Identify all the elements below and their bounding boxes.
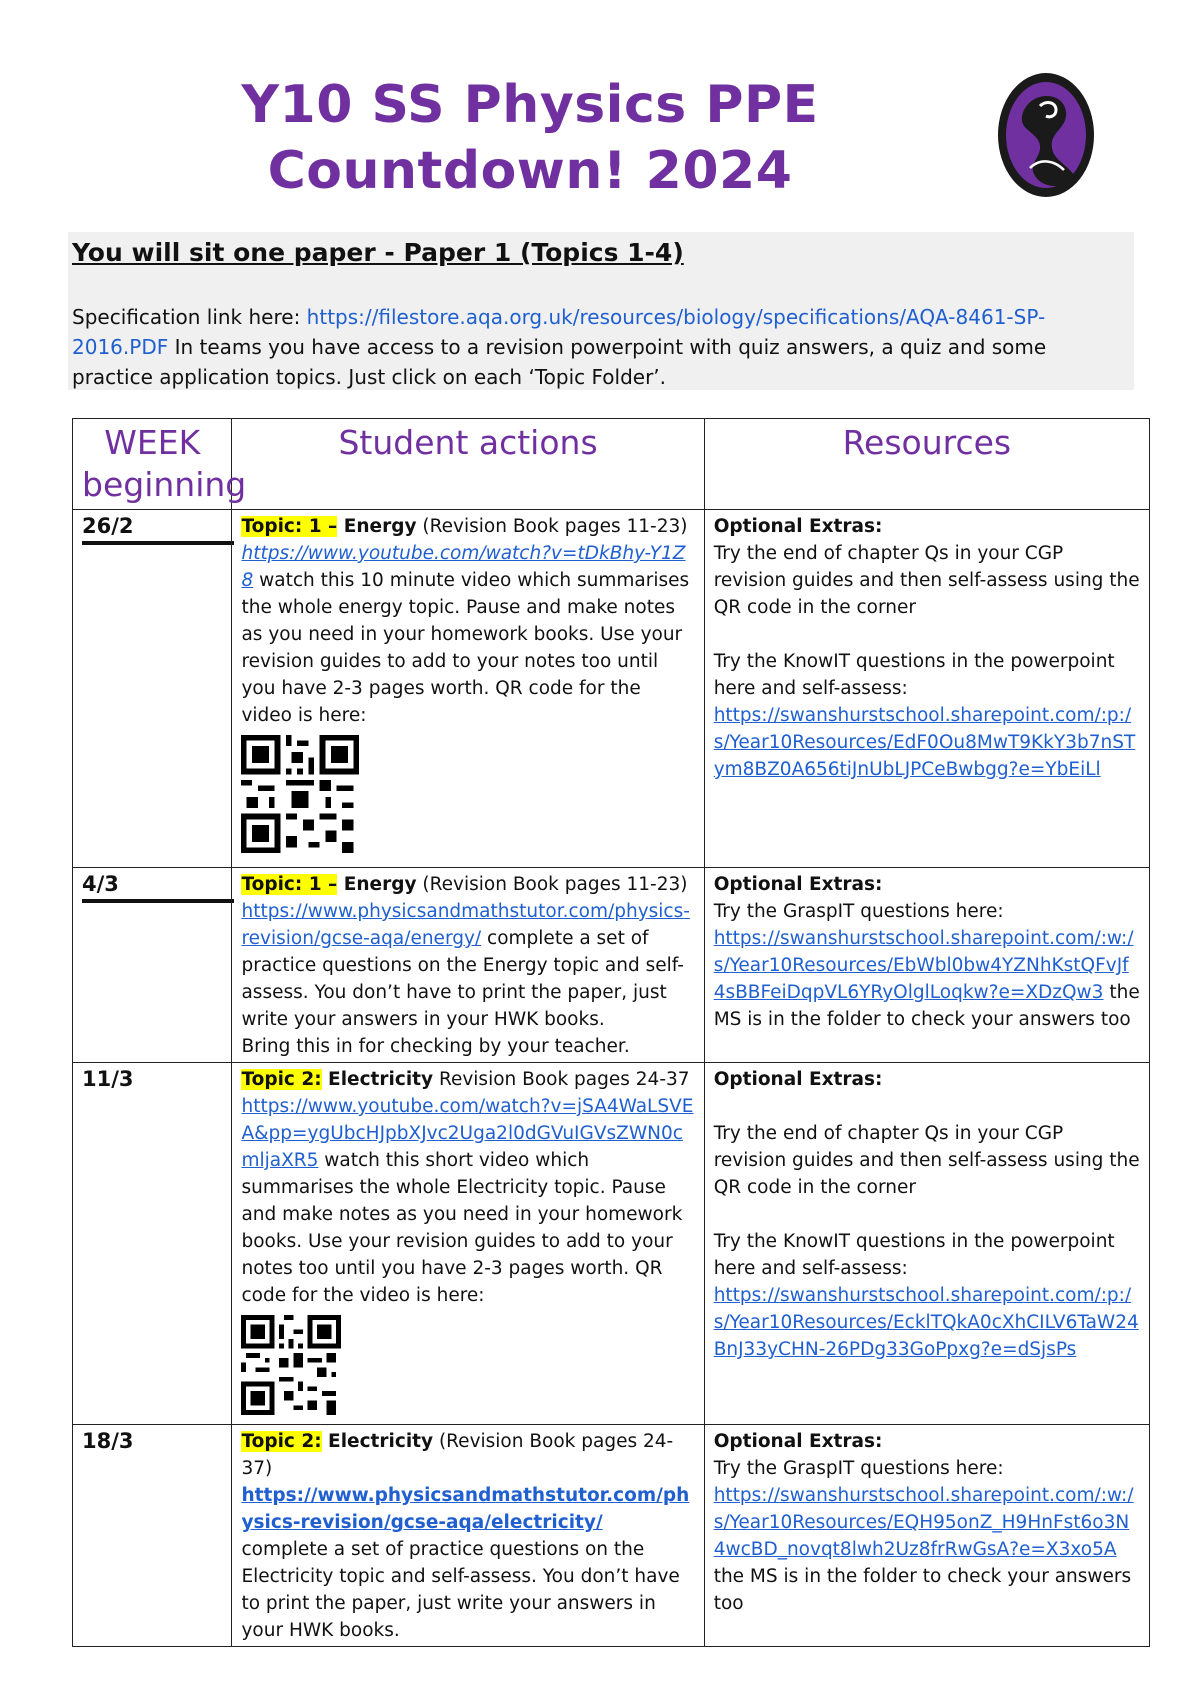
action-text: Bring this in for checking by your teacher. xyxy=(241,1036,630,1057)
actions-cell xyxy=(232,1425,704,1647)
table-row xyxy=(73,868,1150,1063)
title-line-2: Countdown! 2024 xyxy=(267,141,793,201)
title-line-1: Y10 SS Physics PPE xyxy=(241,75,819,135)
week-cell xyxy=(73,1425,232,1647)
week-date: 18/3 xyxy=(82,1429,134,1453)
topic-label: Topic 2: xyxy=(241,1069,322,1090)
resources-text: Try the KnowIT questions in the powerpoint here and self-assess: xyxy=(713,651,1115,699)
resources-cell xyxy=(704,1425,1149,1647)
topic-pages: (Revision Book pages 24-37) xyxy=(241,1431,674,1479)
header-resources: Resources xyxy=(704,419,1149,510)
topic-label: Topic: 1 – xyxy=(241,516,338,537)
topic-name: Electricity xyxy=(321,1431,434,1452)
table-row xyxy=(73,510,1150,868)
resources-heading: Optional Extras: xyxy=(713,1431,883,1452)
week-cell xyxy=(73,510,232,868)
week-date: 26/2 xyxy=(82,514,134,538)
spec-link[interactable]: https://filestore.aqa.org.uk/resources/biology/specifications/AQA-8461-SP-2016.PDF xyxy=(72,305,1046,359)
resources-link[interactable]: https://swanshurstschool.sharepoint.com/:w:/s/Year10Resources/EbWbl0bw4YZNhKstQFvJf4sBBFeiDqpVL6YRyOlglLoqkw?e=XDzQw3 xyxy=(713,928,1134,1003)
topic-pages: (Revision Book pages 11-23) xyxy=(416,516,688,537)
resources-heading: Optional Extras: xyxy=(713,1069,883,1090)
video-link[interactable]: https://www.youtube.com/watch?v=jSA4WaLSVEA&pp=ygUbcHJpbXJvc2Uga2l0dGVuIGVsZWN0cmljaXR5 xyxy=(241,1096,694,1171)
topic-label: Topic: 1 – xyxy=(241,874,338,895)
week-date: 4/3 xyxy=(82,872,119,896)
qr-code-icon xyxy=(241,735,359,853)
action-text: complete a set of practice questions on the Energy topic and self-assess. You don’t have to print the paper, just write your answers in your HWK books. xyxy=(241,928,684,1030)
topic-name: Energy xyxy=(337,874,417,895)
table-row xyxy=(73,1425,1150,1647)
topic-name: Electricity xyxy=(321,1069,434,1090)
resources-heading: Optional Extras: xyxy=(713,516,883,537)
resources-text: Try the GraspIT questions here: xyxy=(713,1458,1004,1479)
resources-link[interactable]: https://swanshurstschool.sharepoint.com/:p:/s/Year10Resources/EdF0Ou8MwT9KkY3b7nSTym8BZ0A656tiJnUbLJPCeBwbgg?e=YbEiLl xyxy=(713,705,1136,780)
week-cell xyxy=(73,868,232,1063)
actions-cell xyxy=(232,510,704,868)
school-logo xyxy=(994,70,1098,200)
table-header-row xyxy=(73,419,1150,510)
action-text: watch this 10 minute video which summarises the whole energy topic. Pause and make notes as you need in your homework books. Use your revision guides to add to your notes too until you have 2-3 pages worth. QR code for the video is here: xyxy=(241,570,690,726)
topic-name: Energy xyxy=(337,516,417,537)
intro-heading: You will sit one paper - Paper 1 (Topics 1-4) xyxy=(72,238,684,267)
topic-pages: Revision Book pages 24-37 xyxy=(433,1069,690,1090)
past-papers-link[interactable]: https://www.physicsandmathstutor.com/physics-revision/gcse-aqa/electricity/ xyxy=(241,1485,690,1533)
resources-link[interactable]: https://swanshurstschool.sharepoint.com/:p:/s/Year10Resources/EcklTQkA0cXhCILV6TaW24BnJ33yCHN-26PDg33GoPpxg?e=dSjsPs xyxy=(713,1285,1139,1360)
action-text: watch this short video which summarises the whole Electricity topic. Pause and make notes as you need in your homework books. Use your revision guides to add to your notes too until you have 2-3 pages worth. QR code for the video is here: xyxy=(241,1150,683,1306)
resources-cell xyxy=(704,868,1149,1063)
header-week: WEEK beginning xyxy=(73,419,232,510)
week-date: 11/3 xyxy=(82,1067,134,1091)
spec-prefix: Specification link here: xyxy=(72,305,307,329)
topic-label: Topic 2: xyxy=(241,1431,322,1452)
revision-plan-table xyxy=(72,418,1150,1647)
action-text: complete a set of practice questions on the Electricity topic and self-assess. You don’t have to print the paper, just write your answers in your HWK books. xyxy=(241,1539,680,1641)
actions-cell xyxy=(232,1063,704,1425)
resources-cell xyxy=(704,1063,1149,1425)
actions-cell xyxy=(232,868,704,1063)
page-title xyxy=(150,72,910,204)
spec-suffix: In teams you have access to a revision powerpoint with quiz answers, a quiz and some practice application topics. Just click on each ‘Topic Folder’. xyxy=(72,335,1047,389)
resources-suffix: the MS is in the folder to check your answers too xyxy=(713,982,1140,1030)
resources-text: Try the end of chapter Qs in your CGP revision guides and then self-assess using the QR code in the corner xyxy=(713,1123,1140,1198)
resources-heading: Optional Extras: xyxy=(713,874,883,895)
intro-panel xyxy=(68,232,1134,390)
resources-suffix: the MS is in the folder to check your answers too xyxy=(713,1566,1132,1614)
qr-code-icon xyxy=(241,1315,341,1415)
intro-body xyxy=(72,302,1122,392)
past-papers-link[interactable]: https://www.physicsandmathstutor.com/physics-revision/gcse-aqa/energy/ xyxy=(241,901,690,949)
resources-text: Try the GraspIT questions here: xyxy=(713,901,1004,922)
header-actions: Student actions xyxy=(232,419,704,510)
week-cell xyxy=(73,1063,232,1425)
resources-cell xyxy=(704,510,1149,868)
table-row xyxy=(73,1063,1150,1425)
resources-text: Try the end of chapter Qs in your CGP revision guides and then self-assess using the QR code in the corner xyxy=(713,543,1140,618)
video-link[interactable]: https://www.youtube.com/watch?v=tDkBhy-Y1Z8 xyxy=(241,543,686,591)
topic-pages: (Revision Book pages 11-23) xyxy=(416,874,688,895)
resources-link[interactable]: https://swanshurstschool.sharepoint.com/:w:/s/Year10Resources/EQH95onZ_H9HnFst6o3N4wcBD_novqt8lwh2Uz8frRwGsA?e=X3xo5A xyxy=(713,1485,1134,1560)
resources-text: Try the KnowIT questions in the powerpoint here and self-assess: xyxy=(713,1231,1115,1279)
